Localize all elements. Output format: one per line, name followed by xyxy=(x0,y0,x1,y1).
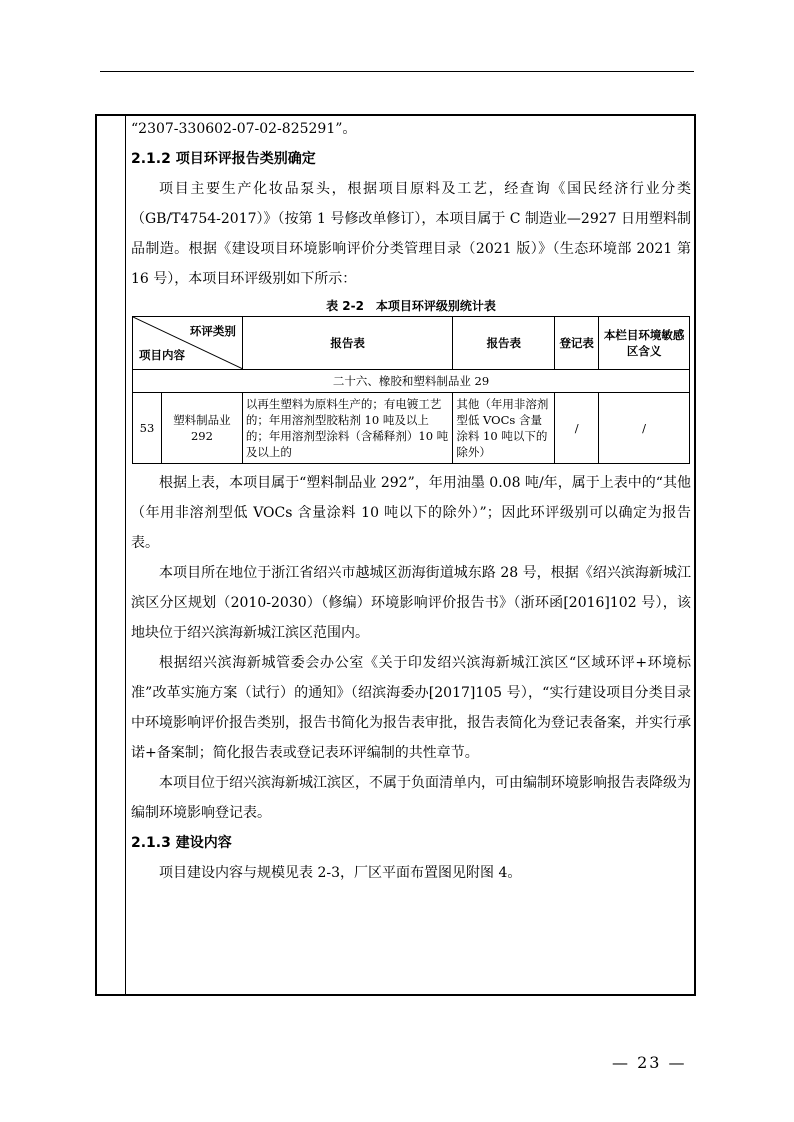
row-report-form-criteria: 其他（年用非溶剂型低 VOCs 含量涂料 10 吨以下的除外） xyxy=(453,393,555,464)
row-number: 53 xyxy=(133,393,162,463)
paragraph-location: 本项目所在地位于浙江省绍兴市越城区沥海街道城东路 28 号，根据《绍兴滨海新城江滨区分区规划（2010-2030）（修编）环境影响评价报告书》（浙环函[2016]102 号），该地块位于绍兴滨海新城江滨区范围内。 xyxy=(131,565,691,641)
document-body xyxy=(131,114,691,888)
continuation-text: “2307-330602-07-02-825291”。 xyxy=(131,121,357,137)
row-no-and-name-cell xyxy=(133,393,243,464)
header-report-form: 报告表 xyxy=(453,317,555,370)
paragraph-classification: 项目主要生产化妆品泵头，根据项目原料及工艺，经查询《国民经济行业分类（GB/T4754-2017）》（按第 1 号修改单修订），本项目属于 C 制造业—2927 日用塑料制品制造。根据《建设项目环境影响评价分类管理目录（2021 版）》（生态环境部 2021 第 16 号），本项目环评级别如下所示： xyxy=(131,181,692,287)
table-caption: 表 2-2 本项目环评级别统计表 xyxy=(326,299,496,313)
header-rule xyxy=(100,71,694,72)
section-heading-2-1-2: 2.1.2 项目环评报告类别确定 xyxy=(131,151,316,167)
row-register-value: / xyxy=(555,393,599,464)
paragraph-construction-content: 项目建设内容与规模见表 2-3，厂区平面布置图见附图 4。 xyxy=(159,865,522,881)
row-sensitive-value: / xyxy=(599,393,690,464)
row-industry-name: 塑料制品业 292 xyxy=(173,413,231,443)
table-row xyxy=(133,393,690,464)
header-report-book: 报告表 xyxy=(242,317,453,370)
header-sensitive-area: 本栏目环境敏感区含义 xyxy=(599,317,690,370)
table-header-row xyxy=(133,317,690,370)
header-project-content: 项目内容 xyxy=(139,348,185,362)
diagonal-header-cell xyxy=(133,317,243,370)
header-register-form: 登记表 xyxy=(555,317,599,370)
section-heading-2-1-3: 2.1.3 建设内容 xyxy=(131,835,232,851)
paragraph-conclusion: 根据上表，本项目属于“塑料制品业 292”，年用油墨 0.08 吨/年，属于上表中的“其他（年用非溶剂型低 VOCs 含量涂料 10 吨以下的除外）”；因此环评级别可以确定为报告表。 xyxy=(131,475,691,551)
header-eia-category: 环评类别 xyxy=(189,324,236,338)
paragraph-downgrade: 本项目位于绍兴滨海新城江滨区，不属于负面清单内，可由编制环境影响报告表降级为编制环境影响登记表。 xyxy=(131,775,691,821)
page-number: — 23 — xyxy=(612,1053,687,1072)
group-row-label: 二十六、橡胶和塑料制品业 29 xyxy=(133,370,690,393)
table-group-row xyxy=(133,370,690,393)
frame-left-column-divider xyxy=(125,116,126,994)
eia-classification-table xyxy=(132,316,690,464)
paragraph-reform-notice: 根据绍兴滨海新城管委会办公室《关于印发绍兴滨海新城江滨区“区域环评+环境标准”改革实施方案（试行）的通知》（绍滨海委办[2017]105 号），“实行建设项目分类目录中环境影响评价报告类别，报告书简化为报告表审批，报告表简化为登记表备案，并实行承诺+备案制；简化报告表或登记表环评编制的共性章节。 xyxy=(131,655,691,761)
row-report-book-criteria: 以再生塑料为原料生产的；有电镀工艺的；年用溶剂型胶粘剂 10 吨及以上的；年用溶剂型涂料（含稀释剂）10 吨及以上的 xyxy=(242,393,453,464)
